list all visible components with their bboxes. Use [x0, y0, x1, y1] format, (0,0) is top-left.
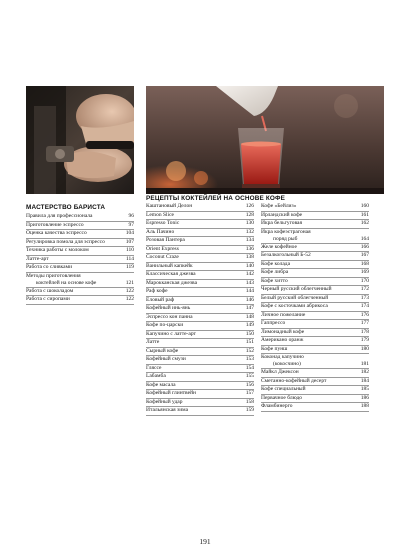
toc-item[interactable]: Личное пожелание 176 — [261, 312, 369, 321]
toc-item[interactable]: Orient Express 136 — [146, 246, 254, 255]
toc-item[interactable]: Кофе масала 156 — [146, 382, 254, 391]
toc-item[interactable]: Лимонадный кофе 178 — [261, 329, 369, 338]
section-barista-mastery — [26, 203, 134, 305]
toc-item[interactable]: Классическая джезва 142 — [146, 271, 254, 280]
toc-item[interactable]: Кофе по-царски 149 — [146, 322, 254, 331]
toc-item[interactable]: Капучино с латте-арт 150 — [146, 331, 254, 340]
toc-item[interactable]: Ванильный капкейк 140 — [146, 263, 254, 272]
toc-item[interactable]: Приготовление эспрессо 97 — [26, 222, 134, 231]
section-coffee-cocktails — [146, 195, 286, 416]
toc-item[interactable]: Кофе либра 169 — [261, 269, 369, 278]
toc-item[interactable]: Безалкогольный Б-52 167 — [261, 252, 369, 261]
toc-item[interactable]: Аль Пачино 132 — [146, 229, 254, 238]
toc-list — [261, 203, 369, 244]
toc-item[interactable]: Кофейный удар 158 — [146, 399, 254, 408]
toc-item[interactable]: Икра бельгуговая 162 — [261, 220, 369, 229]
toc-item[interactable]: Майкл Джексон 182 — [261, 369, 369, 378]
toc-item[interactable]: Белый русский облегченный 173 — [261, 295, 369, 304]
toc-item[interactable]: Еловый раф 146 — [146, 297, 254, 306]
toc-item[interactable]: Коконад капучино (кокосчино) 181 — [261, 354, 369, 367]
toc-item[interactable]: Латте-арт 114 — [26, 256, 134, 265]
toc-item[interactable]: Итальянская зима 159 — [146, 407, 254, 416]
cocktail-photo — [146, 86, 384, 194]
toc-item[interactable]: Coconut Craze 138 — [146, 254, 254, 263]
toc-item[interactable]: Розовая Пантера 134 — [146, 237, 254, 246]
toc-item[interactable]: Регулировка помола для эспрессо 107 — [26, 239, 134, 248]
toc-item[interactable]: Espresso Tonic 130 — [146, 220, 254, 229]
toc-item[interactable]: Кофейный глинтвейн 157 — [146, 390, 254, 399]
toc-item[interactable]: Каштановый Делон 126 — [146, 203, 254, 212]
section-heading: РЕЦЕПТЫ КОКТЕЙЛЕЙ НА ОСНОВЕ КОФЕ — [146, 195, 286, 202]
toc-item[interactable]: Гляссе 154 — [146, 365, 254, 374]
toc-item[interactable]: Работа с сиропами 122 — [26, 296, 134, 305]
toc-list — [261, 354, 369, 369]
section-heading: МАСТЕРСТВО БАРИСТА — [26, 204, 106, 211]
barista-photo — [26, 86, 134, 194]
page-number: 191 — [199, 537, 211, 546]
toc-item[interactable]: Кофе пунш 180 — [261, 346, 369, 355]
toc-item[interactable]: Сырный кофе 152 — [146, 348, 254, 357]
toc-item[interactable]: Lemon Slice 128 — [146, 212, 254, 221]
toc-item[interactable]: Оценка качества эспрессо 104 — [26, 230, 134, 239]
toc-item[interactable]: Сметанно-кофейный десерт 184 — [261, 378, 369, 387]
toc-item[interactable]: Ирландский кофе 161 — [261, 212, 369, 221]
toc-item[interactable]: Кофе «Бейлиз» 160 — [261, 203, 369, 212]
toc-item[interactable]: Методы приготовления коктейлей на основе кофе 121 — [26, 272, 134, 286]
toc-item[interactable]: Гаппрессо 177 — [261, 320, 369, 329]
toc-list — [146, 203, 254, 416]
toc-item[interactable]: Латте 151 — [146, 339, 254, 348]
toc-item[interactable]: Кофейный инь-янь 147 — [146, 305, 254, 314]
toc-item[interactable]: Работа со сливками 119 — [26, 264, 134, 273]
toc-item[interactable]: Кофейный смузи 153 — [146, 356, 254, 365]
toc-item[interactable]: Lабамба 155 — [146, 373, 254, 382]
toc-list — [26, 213, 134, 305]
toc-item[interactable]: Раф кофе 144 — [146, 288, 254, 297]
toc-item[interactable]: Техника работы с молоком 110 — [26, 247, 134, 256]
toc-list — [261, 369, 369, 412]
toc-item[interactable]: Кофе колада 168 — [261, 261, 369, 270]
toc-item[interactable]: Желе кофейное 166 — [261, 244, 369, 253]
toc-item[interactable]: Первачное блюдо 186 — [261, 395, 369, 404]
toc-item[interactable]: Марокканская джезва 143 — [146, 280, 254, 289]
section-coffee-cocktails-continued — [261, 203, 369, 412]
toc-item[interactable]: Кофе специальный 185 — [261, 386, 369, 395]
toc-item[interactable]: Работа с шоколадом 122 — [26, 288, 134, 297]
toc-item[interactable]: Кофе с косточками абрикоса 174 — [261, 303, 369, 312]
toc-item[interactable]: Правила для профессионала 96 — [26, 213, 134, 222]
toc-item[interactable]: Эспрессо кон панна 148 — [146, 314, 254, 323]
toc-list — [261, 244, 369, 355]
toc-item[interactable]: Икра кофеэстрагоная поряд рыб 164 — [261, 228, 369, 242]
toc-item[interactable]: Фламбинерго 188 — [261, 403, 369, 412]
toc-item[interactable]: Кофе хитто 170 — [261, 278, 369, 287]
toc-item[interactable]: Американо оранж 179 — [261, 337, 369, 346]
toc-item[interactable]: Черный русский облегченный 172 — [261, 286, 369, 295]
